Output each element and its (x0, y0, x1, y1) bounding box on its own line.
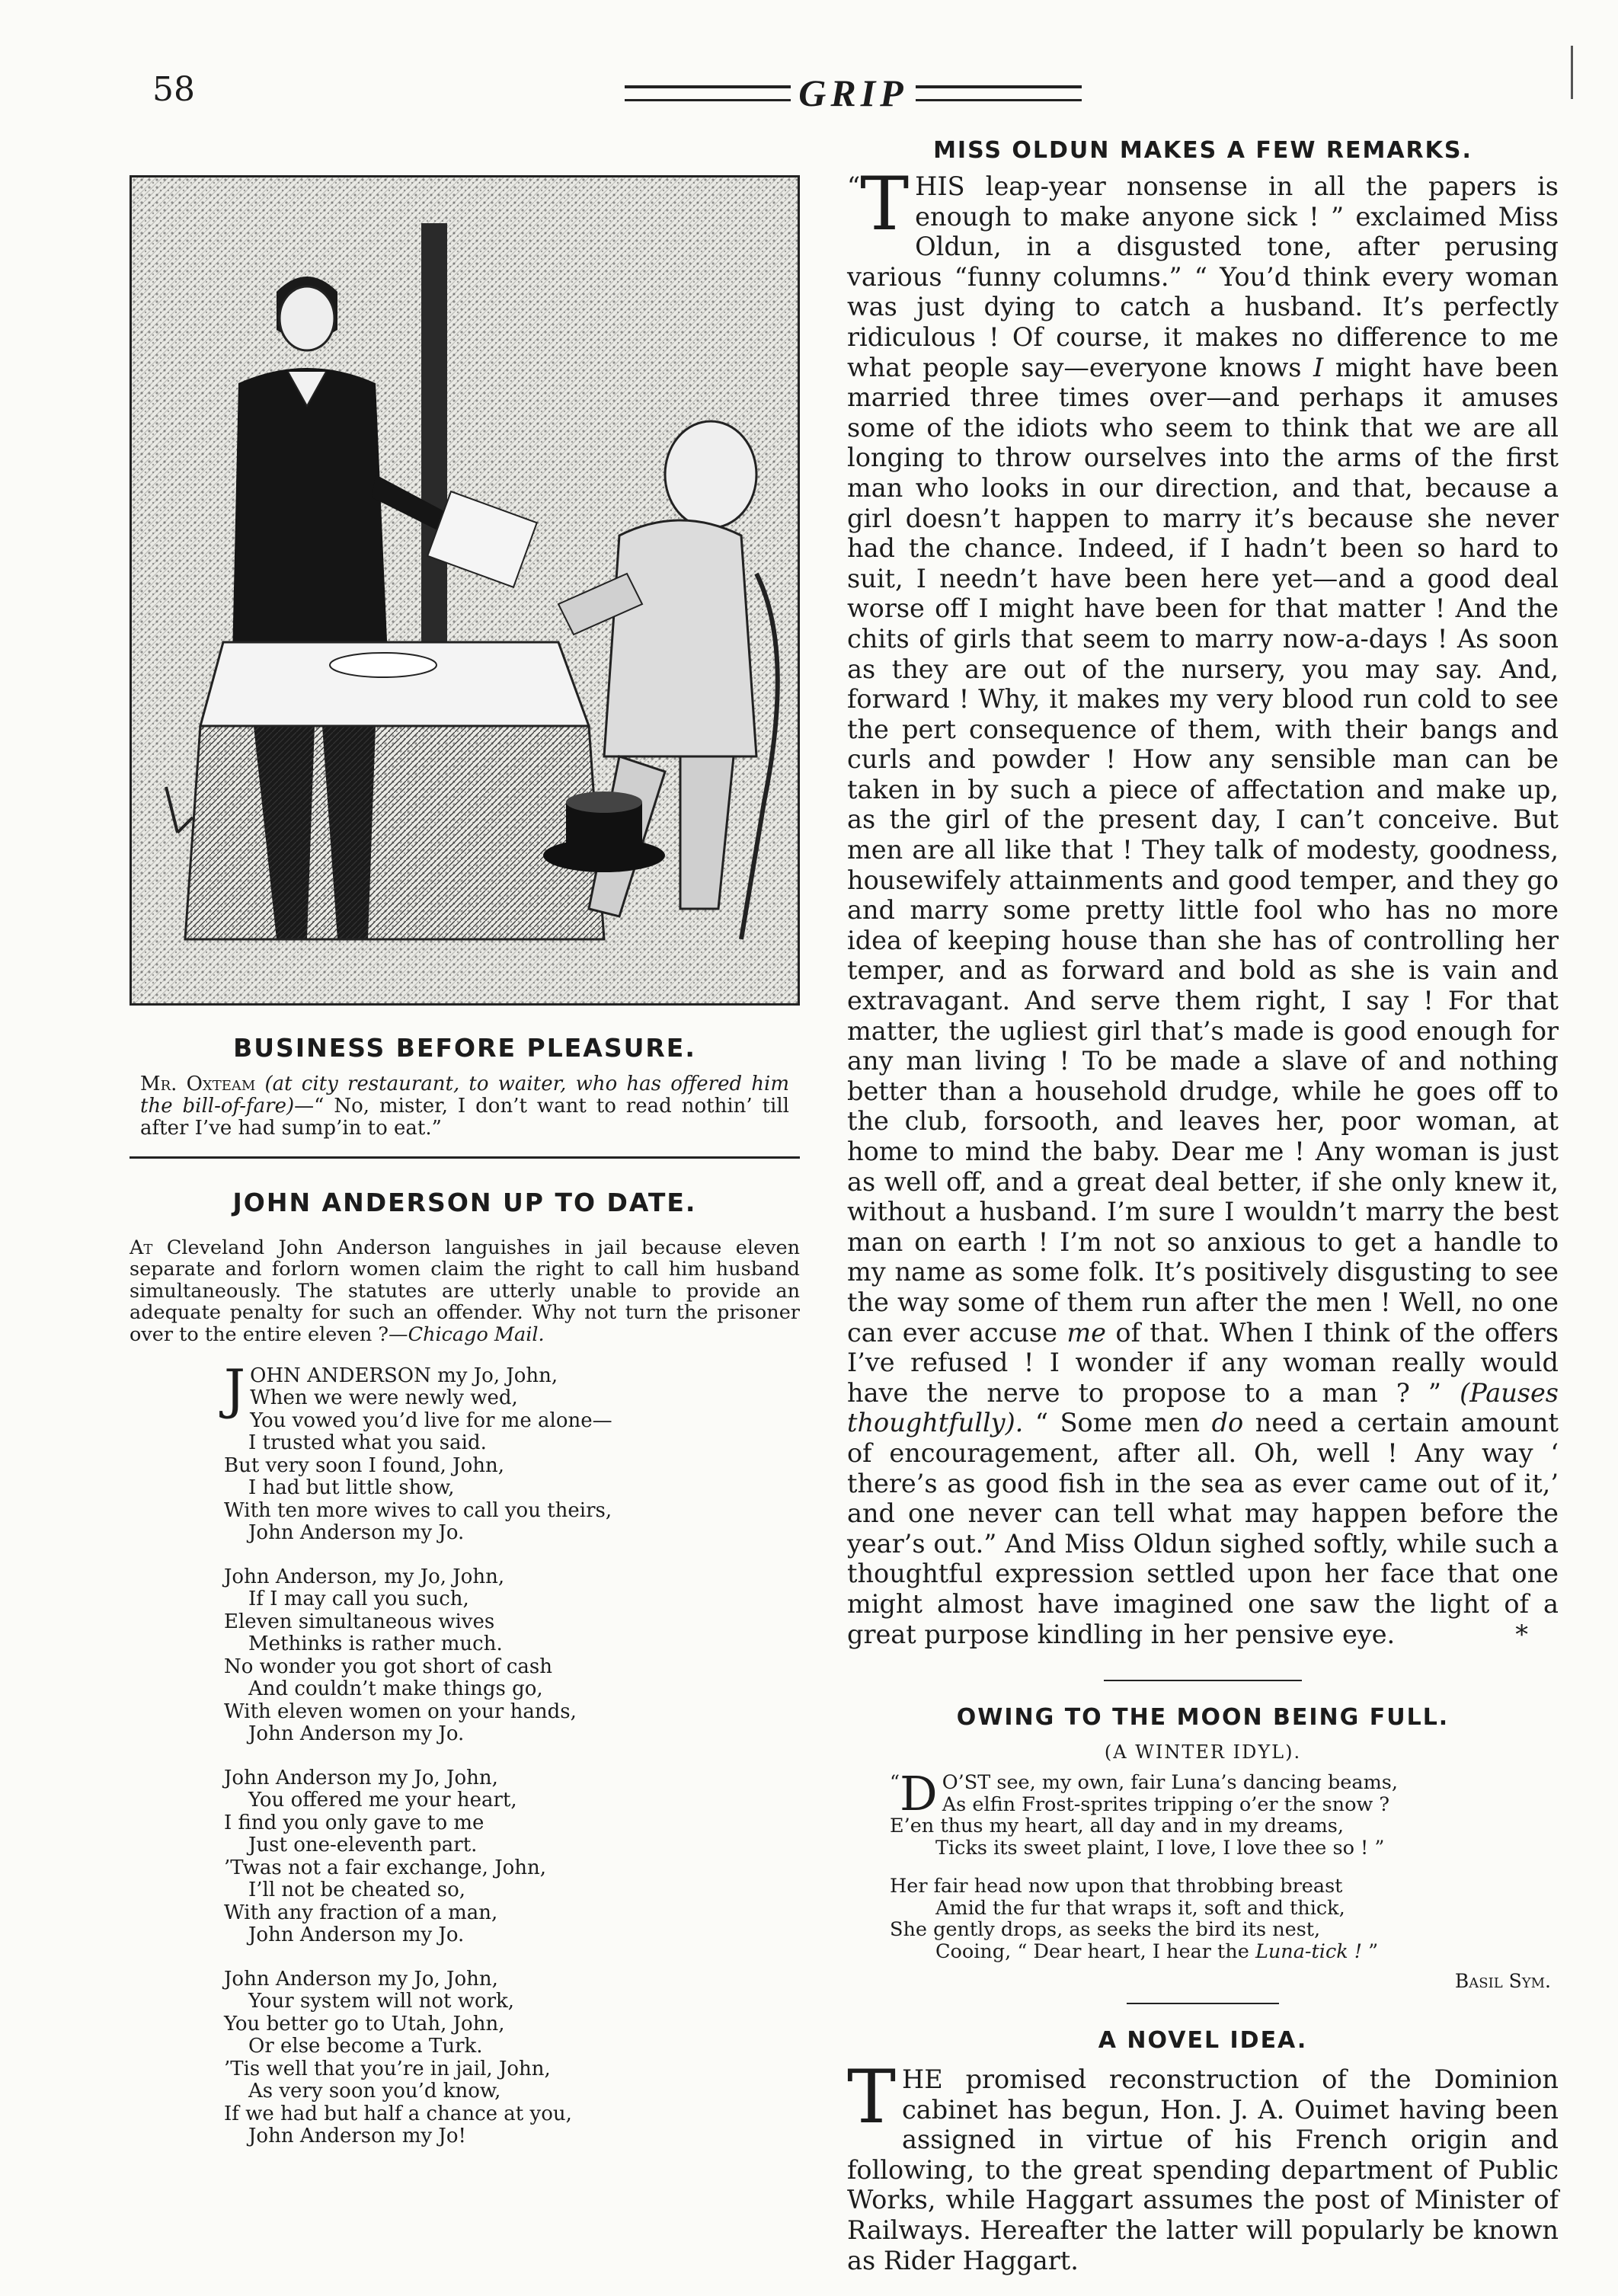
poem-line: With ten more wives to call you theirs, (224, 1498, 612, 1522)
left-column (130, 175, 800, 2148)
moon-poem (890, 1766, 1559, 1963)
poem-line: And couldn’t make things go, (248, 1677, 543, 1700)
anderson-intro (130, 1237, 800, 1346)
poem-line: John Anderson my Jo, John, (224, 1766, 498, 1789)
anderson-title: JOHN ANDERSON UP TO DATE. (232, 1188, 697, 1217)
moon-title: OWING TO THE MOON BEING FULL. (956, 1704, 1450, 1732)
poem-line: If I may call you such, (248, 1588, 469, 1610)
novel-title: A NOVEL IDEA. (1098, 2027, 1308, 2055)
oldun-text-5: need a certain amount of encouragement, after all. Oh, well ! Any way ‘ there’s as good fish in the sea as ever came out of it,’ and one never can tell what may happen before the year’s out.” And Miss Oldun sighed softly, while such a thoughtful expression settled upon her face that one might almost have imagined one saw the light of a great purpose kindling in her pensive eye. (847, 1408, 1559, 1649)
caption-stage-direction: (at city restaurant, to waiter, who has offered him the bill-of-fare) (140, 1073, 790, 1118)
poem-line: As elfin Frost-sprites tripping o’er the snow ? (942, 1792, 1390, 1816)
poem-line: Methinks is rather much. (248, 1632, 503, 1655)
poem-line-emphasis: Luna-tick ! (1255, 1939, 1363, 1963)
poem-line: Your system will not work, (248, 1990, 515, 2013)
masthead-rule-right (916, 85, 1082, 101)
oldun-open-quote: “ (847, 171, 861, 201)
cartoon-drawing (132, 177, 798, 1003)
poem-line: When we were newly wed, (250, 1386, 518, 1409)
moon-open-quote: “ (890, 1771, 900, 1795)
moon-subtitle: (A WINTER IDYL). (1104, 1741, 1302, 1764)
poem-line: John Anderson my Jo. (248, 1521, 465, 1544)
oldun-text-1: HIS leap-year nonsense in all the papers is enough to make anyone sick ! ” exclaimed Miss Oldun, in a disgusted tone, after perusing various “funny columns.” “ You’d think every woman was just dying to catch a husband. It’s perfectly ridiculous ! Of course, it makes no difference to me what people say—everyone knows (847, 171, 1559, 382)
novel-article (847, 2055, 1559, 2275)
poem-line: ’Tis well that you’re in jail, John, (224, 2057, 551, 2080)
poem-line: You offered me your heart, (248, 1789, 517, 1812)
poem-line: You vowed you’d live for me alone— (250, 1409, 612, 1432)
poem-line: Ticks its sweet plaint, I love, I love thee so ! ” (935, 1836, 1385, 1860)
oldun-article (847, 161, 1559, 1649)
poem-line: John Anderson my Jo, John, (224, 1967, 498, 1991)
moon-stanza-2 (890, 1875, 1559, 1962)
poem-line: If we had but half a chance at you, (224, 2102, 572, 2125)
poem-stanza-4 (224, 1968, 800, 2148)
poem-line: With any fraction of a man, (224, 1901, 498, 1924)
poem-line: John Anderson, my Jo, John, (224, 1565, 505, 1588)
poem-line: Amid the fur that wraps it, soft and thick, (935, 1896, 1345, 1920)
oldun-emphasis-1: I (1313, 352, 1324, 382)
moon-dropcap: D (900, 1766, 938, 1822)
margin-mark (1571, 46, 1573, 99)
poem-line: I had but little show, (248, 1476, 455, 1499)
caption-quote: —“ No, mister, I don’t want to read nothin’ till after I’ve had sump’in to eat.” (140, 1095, 789, 1140)
poem-line: Her fair head now upon that throbbing breast (890, 1875, 1343, 1898)
poem-line: John Anderson my Jo. (248, 1722, 465, 1745)
anderson-intro-source: Chicago Mail. (408, 1322, 545, 1346)
poem-line: With eleven women on your hands, (224, 1700, 577, 1723)
novel-dropcap: T (847, 2055, 897, 2141)
oldun-dropcap: T (860, 161, 910, 247)
oldun-title: MISS OLDUN MAKES A FEW REMARKS. (933, 137, 1473, 164)
poem-line-prefix: Cooing, “ Dear heart, I hear the (935, 1939, 1255, 1963)
oldun-text-3: of that. When I think of the offers I’ve refused ! I wonder if any woman really would have the nerve to propose to a man ? ” (847, 1317, 1559, 1408)
moon-author: Basil Sym. (1454, 1970, 1551, 1993)
poem-line: John Anderson my Jo! (248, 2125, 466, 2147)
poem-line: You better go to Utah, John, (224, 2012, 505, 2035)
anderson-intro-text: Cleveland John Anderson languishes in jail because eleven separate and forlorn women claim the right to call him husband simultaneously. The statutes are utterly unable to provide an adequate penalty for such an offender. Why not turn the prisoner over to the entire eleven ?— (130, 1236, 800, 1346)
poem-line: Just one-eleventh part. (248, 1834, 478, 1856)
poem-line: No wonder you got short of cash (224, 1655, 552, 1678)
caption-speaker: Mr. Oxteam (140, 1073, 256, 1095)
poem-line: I’ll not be cheated so, (248, 1879, 466, 1901)
section-divider (1127, 2003, 1279, 2004)
poem-line: I trusted what you said. (248, 1431, 487, 1454)
section-divider (1104, 1680, 1302, 1681)
oldun-emphasis-3: (Pauses thoughtfully). (847, 1377, 1559, 1438)
poem-line: Or else become a Turk. (248, 2035, 483, 2058)
poem-line-suffix: ” (1362, 1939, 1379, 1963)
oldun-text-4: “ Some men (1023, 1408, 1212, 1438)
poem-line: E’en thus my heart, all day and in my dreams, (890, 1815, 1344, 1838)
table (185, 642, 604, 939)
masthead (617, 70, 1089, 116)
section-divider (130, 1156, 800, 1159)
poem-line: O’ST see, my own, fair Luna’s dancing beams, (942, 1771, 1398, 1795)
masthead-title: GRIP (798, 72, 908, 114)
poem-line: Eleven simultaneous wives (224, 1610, 495, 1633)
poem-line: She gently drops, as seeks the bird its nest, (890, 1918, 1321, 1942)
poem-line: But very soon I found, John, (224, 1453, 504, 1477)
poem-line (890, 1941, 1559, 1963)
oldun-emphasis-2: me (1066, 1317, 1106, 1348)
stove-pipe (421, 223, 447, 650)
masthead-rule-left (625, 85, 791, 101)
poem-line: ’Twas not a fair exchange, John, (224, 1856, 547, 1879)
poem-stanza-3 (224, 1767, 800, 1947)
anderson-poem (224, 1357, 800, 2148)
oldun-emphasis-4: do (1211, 1408, 1244, 1438)
poem-line: John Anderson my Jo. (248, 1923, 465, 1946)
poem-line: I find you only gave to me (224, 1811, 484, 1834)
cartoon-illustration (130, 175, 800, 1006)
cartoon-title: BUSINESS BEFORE PLEASURE. (233, 1033, 696, 1063)
page-number: 58 (152, 70, 195, 109)
novel-text: HE promised reconstruction of the Dominion cabinet has begun, Hon. J. A. Ouimet having been assigned in virtue of his French origin and following, to the great spending department of Public Works, while Haggart assumes the post of Minister of Railways. Hereafter the latter will popularly be known as Rider Haggart. (847, 2064, 1559, 2275)
oldun-end-star: * (1515, 1619, 1528, 1649)
poem-line: OHN ANDERSON my Jo, John, (250, 1364, 558, 1387)
poem-stanza-1 (224, 1357, 800, 1545)
poem-stanza-2 (224, 1566, 800, 1746)
cartoon-caption (140, 1073, 789, 1140)
oldun-text-2: might have been married three times over—and perhaps it amuses some of the idiots who seem to think that we are all longing to throw ourselves into the arms of the first man who looks in our direction, and that, because a girl doesn’t happen to marry it’s because she never had the chance. Indeed, if I hadn’t been so hard to suit, I needn’t have been here yet—and a good deal worse off I might have been for that matter ! And the chits of girls that seem to marry now-a-days ! As soon as they are out of the nursery, you may say. And, forward ! Why, it makes my very blood run cold to see the pert consequence of them, with their bangs and curls and powder ! How any sensible man can be taken in by such a piece of affectation and make up, as the girl of the present day, I can’t conceive. But men are all like that ! They talk of modesty, goodness, housewifely attainments and good temper, and they go and marry some pretty little fool who has no more idea of keeping house than she has of controlling her temper, and as forward and bold as she is vain and extravagant. And serve them right, I say ! For that matter, the ugliest girl that’s made is good enough for any man living ! To be made a slave of and nothing better than a household drudge, while he goes off to the club, forsooth, and leaves her, poor woman, at home to mind the baby. Dear me ! Any woman is just as well off, and a great deal better, if she only knew it, without a husband. I’m sure I wouldn’t marry the best man on earth ! I’m not so anxious to get a handle to my name as some folk. It’s positively disgusting to see the way some of them run after the men ! Well, no one can ever accuse (847, 352, 1559, 1348)
right-column (847, 137, 1559, 2275)
moon-stanza-1 (890, 1766, 1559, 1860)
anderson-intro-lead: At (130, 1236, 153, 1259)
poem-line: As very soon you’d know, (248, 2080, 501, 2103)
poem-dropcap: J (224, 1357, 246, 1421)
